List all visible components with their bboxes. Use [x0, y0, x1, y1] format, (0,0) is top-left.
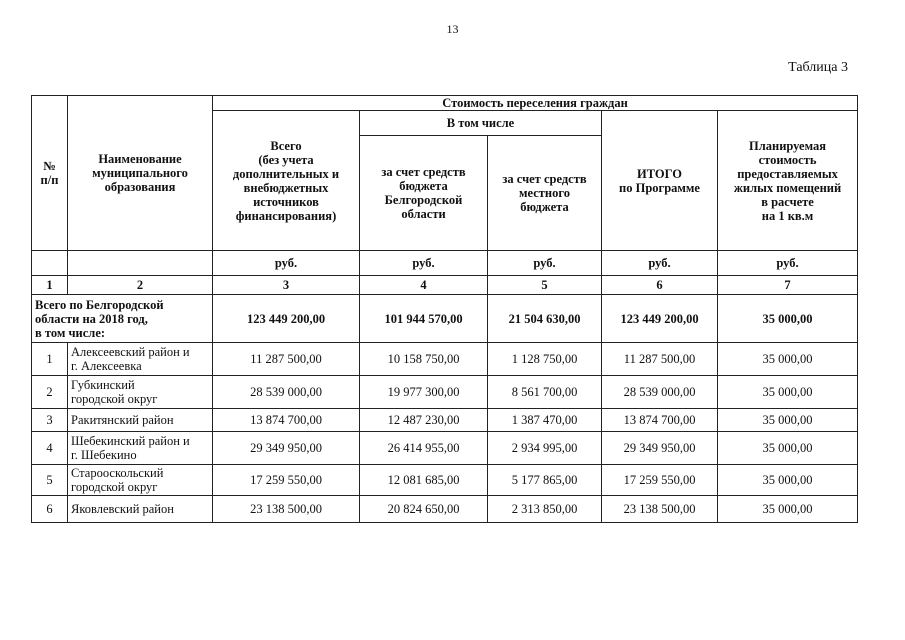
- summary-value: 21 504 630,00: [488, 295, 602, 343]
- summary-row: [32, 295, 858, 343]
- municipality-name: Губкинский городской округ: [68, 376, 213, 409]
- row-value: 13 874 700,00: [602, 409, 718, 432]
- header-planned-cost: Планируемая стоимость предоставляемых жилых помещений в расчете на 1 кв.м: [718, 111, 858, 251]
- column-number: 6: [602, 276, 718, 295]
- row-value: 35 000,00: [718, 432, 858, 465]
- municipality-name: Старооскольский городской округ: [68, 465, 213, 496]
- table-row: [32, 432, 858, 465]
- unit-spacer: [32, 251, 68, 276]
- column-number: 1: [32, 276, 68, 295]
- column-number: 3: [213, 276, 360, 295]
- unit-label: руб.: [488, 251, 602, 276]
- unit-label: руб.: [602, 251, 718, 276]
- row-value: 28 539 000,00: [213, 376, 360, 409]
- summary-label: Всего по Белгородской области на 2018 год, в том числе:: [32, 295, 213, 343]
- row-value: 11 287 500,00: [213, 343, 360, 376]
- row-number: 4: [32, 432, 68, 465]
- row-number: 3: [32, 409, 68, 432]
- row-value: 23 138 500,00: [213, 496, 360, 523]
- unit-label: руб.: [718, 251, 858, 276]
- row-value: 35 000,00: [718, 465, 858, 496]
- page-number: 13: [446, 22, 459, 36]
- table-row: [32, 343, 858, 376]
- row-value: 35 000,00: [718, 376, 858, 409]
- row-value: 26 414 955,00: [360, 432, 488, 465]
- column-number: 5: [488, 276, 602, 295]
- row-value: 23 138 500,00: [602, 496, 718, 523]
- municipality-name: Яковлевский район: [68, 496, 213, 523]
- row-number: 2: [32, 376, 68, 409]
- row-value: 35 000,00: [718, 343, 858, 376]
- header-program-total: ИТОГО по Программе: [602, 111, 718, 251]
- unit-label: руб.: [360, 251, 488, 276]
- header-total: Всего (без учета дополнительных и внебюджетных источников финансирования): [213, 111, 360, 251]
- table-row: [32, 465, 858, 496]
- header-no: № п/п: [32, 96, 68, 251]
- row-value: 8 561 700,00: [488, 376, 602, 409]
- table-row: [32, 496, 858, 523]
- row-value: 13 874 700,00: [213, 409, 360, 432]
- row-number: 6: [32, 496, 68, 523]
- row-number: 1: [32, 343, 68, 376]
- municipality-name: Ракитянский район: [68, 409, 213, 432]
- row-value: 29 349 950,00: [213, 432, 360, 465]
- municipality-name: Алексеевский район и г. Алексеевка: [68, 343, 213, 376]
- row-value: 35 000,00: [718, 496, 858, 523]
- row-number: 5: [32, 465, 68, 496]
- row-value: 1 387 470,00: [488, 409, 602, 432]
- summary-value: 35 000,00: [718, 295, 858, 343]
- column-number: 7: [718, 276, 858, 295]
- row-value: 35 000,00: [718, 409, 858, 432]
- unit-spacer: [68, 251, 213, 276]
- row-value: 28 539 000,00: [602, 376, 718, 409]
- row-value: 12 081 685,00: [360, 465, 488, 496]
- row-value: 11 287 500,00: [602, 343, 718, 376]
- summary-value: 123 449 200,00: [213, 295, 360, 343]
- table-row: [32, 376, 858, 409]
- row-value: 12 487 230,00: [360, 409, 488, 432]
- row-value: 2 934 995,00: [488, 432, 602, 465]
- table-row: [32, 409, 858, 432]
- row-value: 10 158 750,00: [360, 343, 488, 376]
- row-value: 5 177 865,00: [488, 465, 602, 496]
- row-value: 17 259 550,00: [213, 465, 360, 496]
- table-caption: Таблица 3: [788, 60, 848, 75]
- row-value: 29 349 950,00: [602, 432, 718, 465]
- header-local-budget: за счет средств местного бюджета: [488, 136, 602, 251]
- row-value: 17 259 550,00: [602, 465, 718, 496]
- summary-value: 123 449 200,00: [602, 295, 718, 343]
- header-name: Наименование муниципального образования: [68, 96, 213, 251]
- municipality-name: Шебекинский район и г. Шебекино: [68, 432, 213, 465]
- summary-value: 101 944 570,00: [360, 295, 488, 343]
- resettlement-cost-table: [31, 95, 858, 523]
- header-cost: Стоимость переселения граждан: [213, 96, 858, 111]
- header-including: В том числе: [360, 111, 602, 136]
- header-regional-budget: за счет средств бюджета Белгородской области: [360, 136, 488, 251]
- row-value: 19 977 300,00: [360, 376, 488, 409]
- column-number: 4: [360, 276, 488, 295]
- row-value: 1 128 750,00: [488, 343, 602, 376]
- column-number: 2: [68, 276, 213, 295]
- row-value: 2 313 850,00: [488, 496, 602, 523]
- unit-label: руб.: [213, 251, 360, 276]
- row-value: 20 824 650,00: [360, 496, 488, 523]
